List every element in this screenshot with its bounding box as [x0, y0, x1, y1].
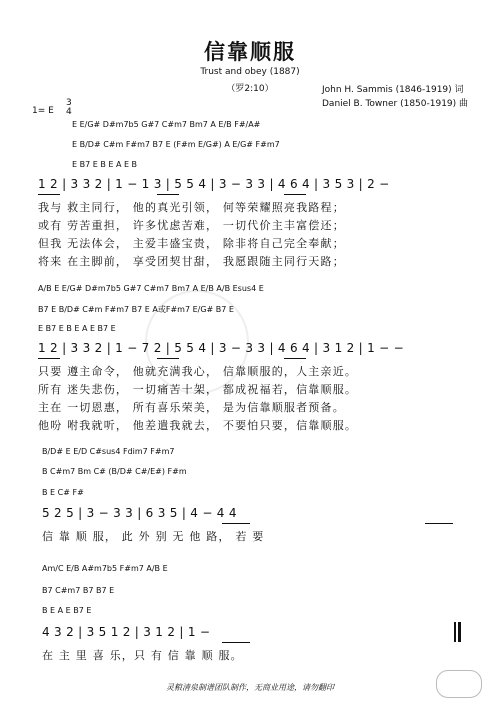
beam-line	[425, 523, 453, 524]
lyric-line-1-1: 我与 救主同行， 他的真光引领， 何等荣耀照亮我路程；	[38, 201, 345, 214]
lyricist-credit: John H. Sammis (1846-1919) 词	[322, 85, 464, 95]
chord-line-4b: B7 C#m7 B7 B7 E	[42, 586, 115, 595]
beam-line	[38, 358, 60, 359]
lyric-line-1-2: 或有 劳苦重担， 许多忧虑苦难， 一切代价主丰富偿还；	[38, 219, 345, 232]
chord-line-2a: A/B E E/G# D#m7b5 G#7 C#m7 Bm7 A E/B A/B Esus4 E	[38, 284, 264, 293]
composer-credit: Daniel B. Towner (1850-1919) 曲	[322, 99, 469, 109]
chord-line-1b: E B/D# C#m F#m7 B7 E (F#m E/G#) A E/G# F#m7	[72, 140, 280, 149]
song-subtitle: Trust and obey (1887)	[200, 67, 300, 77]
notation-line-1: 1 2 | 3 3 2 | 1 − 1 3 | 5 5 4 | 3 − 3 3 | 4 6 4 | 3 5 3 | 2 −	[38, 177, 390, 191]
beam-line	[284, 358, 306, 359]
key-signature: 1= E	[32, 106, 54, 116]
lyric-line-3: 信 靠 顺 服， 此 外 别 无 他 路， 若 要	[42, 530, 265, 543]
lyric-line-2-3: 主在 一切恩惠， 所有喜乐荣美， 是为信靠顺服者预备。	[38, 401, 345, 414]
footer-notice: 灵粮清泉制谱团队制作，无商业用途，请勿翻印	[166, 683, 334, 692]
lyric-line-2-1: 只要 遵主命令， 他就充满我心， 信靠顺服的，人主亲近。	[38, 365, 358, 378]
chord-line-1c: E B7 E B E A E B	[72, 160, 138, 169]
lyric-line-1-4: 将来 在主脚前， 享受团契甘甜， 我愿跟随主同行天路；	[38, 255, 345, 268]
final-barline-thin	[454, 622, 456, 642]
lyric-line-1-3: 但我 无法体会， 主爱丰盛宝贵， 除非将自己完全奉献；	[38, 237, 345, 250]
chord-line-3b: B C#m7 Bm C# (B/D# C#/E#) F#m	[42, 467, 187, 476]
notation-line-3: 5 2 5 | 3 − 3 3 | 6 3 5 | 4 − 4 4	[42, 506, 237, 520]
notation-line-2: 1 2 | 3 3 2 | 1 − 7 2 | 5 5 4 | 3 − 3 3 | 4 6 4 | 3 1 2 | 1 − −	[38, 341, 404, 355]
lyric-line-4: 在 主 里 喜 乐，只 有 信 靠 顺 服。	[42, 649, 243, 662]
time-signature-top: 3	[66, 98, 72, 108]
beam-line	[157, 194, 179, 195]
beam-line	[222, 642, 250, 643]
chord-line-1a: E E/G# D#m7b5 G#7 C#m7 Bm7 A E/B F#/A#	[72, 120, 261, 129]
chord-line-2c: E B7 E B E A E B7 E	[38, 324, 116, 333]
lyric-line-2-2: 所有 迷失悲伤， 一切痛苦十架， 都成祝福若，信靠顺服。	[38, 383, 358, 396]
beam-line	[284, 194, 306, 195]
final-barline-thick	[458, 622, 461, 642]
chord-line-3c: B E C# F#	[42, 488, 84, 497]
chord-line-3a: B/D# E E/D C#sus4 Fdim7 F#m7	[42, 447, 175, 456]
chord-line-4c: B E A E B7 E	[42, 606, 92, 615]
time-signature-bottom: 4	[66, 107, 72, 117]
song-title: 信靠顺服	[204, 40, 296, 64]
time-signature	[66, 99, 72, 117]
lyric-line-2-4: 他吩 咐我就听， 他差遣我就去， 不要怕只要，信靠顺服。	[38, 419, 358, 432]
beam-line	[38, 194, 60, 195]
beam-line	[157, 358, 179, 359]
scripture-reference: （罗2:10）	[226, 84, 274, 94]
chord-line-4a: Am/C E/B A#m7b5 F#m7 A/B E	[42, 564, 168, 573]
beam-line	[222, 523, 250, 524]
notation-line-4: 4 3 2 | 3 5 1 2 | 3 1 2 | 1 −	[42, 625, 211, 639]
chord-line-2b: B7 E B/D# C#m F#m7 B7 E A或F#m7 E/G# B7 E	[38, 305, 234, 314]
